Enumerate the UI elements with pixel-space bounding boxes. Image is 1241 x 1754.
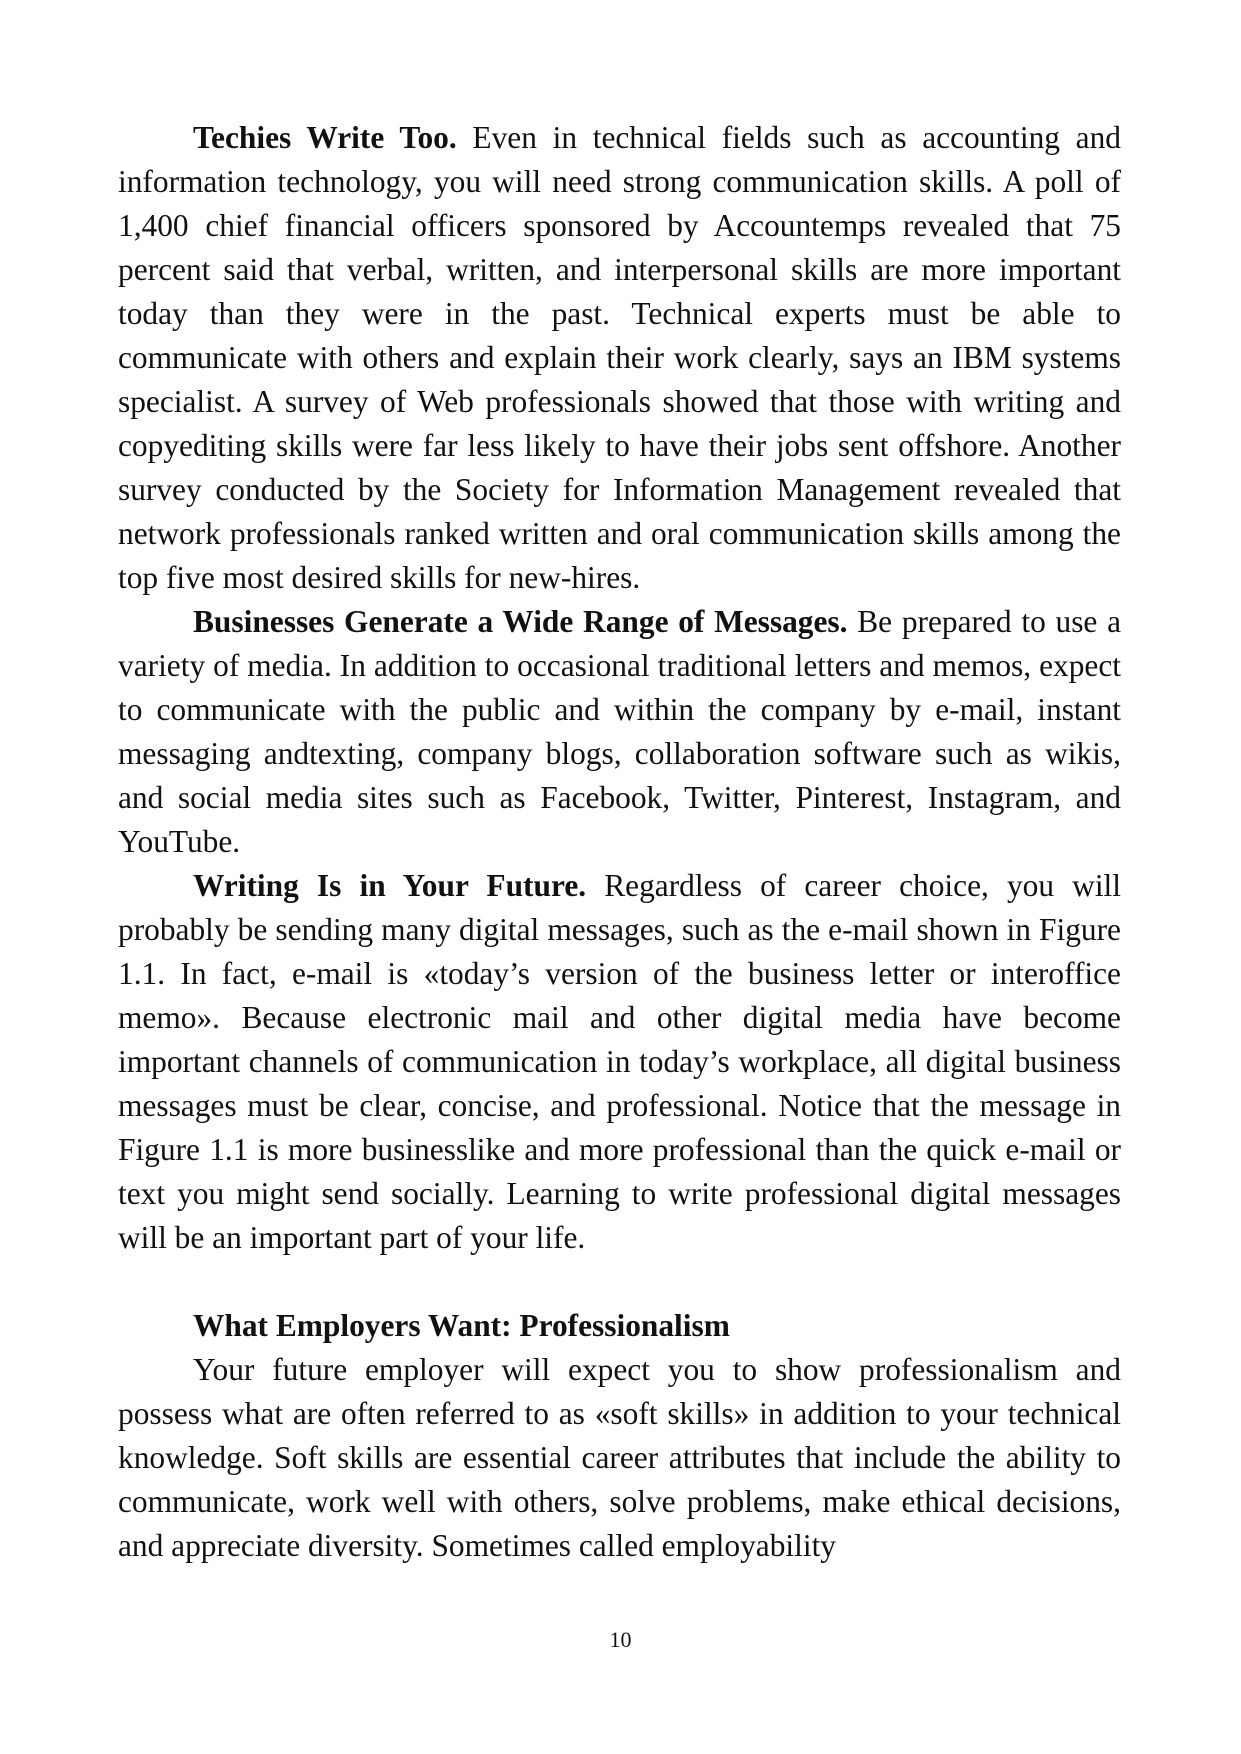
page-body [118,116,1121,1568]
paragraph-writing-is-in-your-future [118,864,1121,1260]
paragraph-text: Be prepared to use a variety of media. In addition to occasional traditional letters and memos, expect to communicate with the public and within the company by e-mail, instant messaging andtexting, company blogs, collaboration software such as wikis, and social media sites such as Facebook, Twitter, Pinterest, Instagram, and YouTube. [118,604,1122,859]
paragraph-lead: Techies Write Too. [193,120,457,155]
paragraph-lead: Writing Is in Your Future. [193,868,587,903]
paragraph-text: Regardless of career choice, you will probably be sending many digital messages, such as the e-mail shown in Figure 1.1. In fact, e-mail is «today’s version of the business letter or interoffice memo». Because electronic mail and other digital media have become important channels of communication in today’s workplace, all digital business messages must be clear, concise, and professional. Notice that the message in Figure 1.1 is more businesslike and more professional than the quick e-mail or text you might send socially. Learning to write professional digital messages will be an important part of your life. [118,868,1121,1255]
paragraph-text: Even in technical fields such as accounting and information technology, you will need strong communication skills. A poll of 1,400 chief financial officers sponsored by Accountemps revealed that 75 percent said that verbal, written, and interpersonal skills are more important today than they were in the past. Technical experts must be able to communicate with others and explain their work clearly, says an IBM systems specialist. A survey of Web professionals showed that those with writing and copyediting skills were far less likely to have their jobs sent offshore. Another survey conducted by the Society for Information Management revealed that network professionals ranked written and oral communication skills among the top five most desired skills for new-hires. [118,120,1121,595]
paragraph-lead: Businesses Generate a Wide Range of Messages. [193,604,848,639]
section-heading: What Employers Want: Professionalism [193,1308,730,1343]
section-paragraph: Your future employer will expect you to show professionalism and possess what are often referred to as «soft skills» in addition to your technical knowledge. Soft skills are essential career attributes that include the ability to communicate, work well with others, solve problems, make ethical decisions, and appreciate diversity. Sometimes called employability [118,1352,1121,1563]
paragraph-businesses-generate-messages [118,600,1121,864]
page-number: 10 [609,1627,632,1652]
paragraph-techies-write-too [118,116,1121,600]
